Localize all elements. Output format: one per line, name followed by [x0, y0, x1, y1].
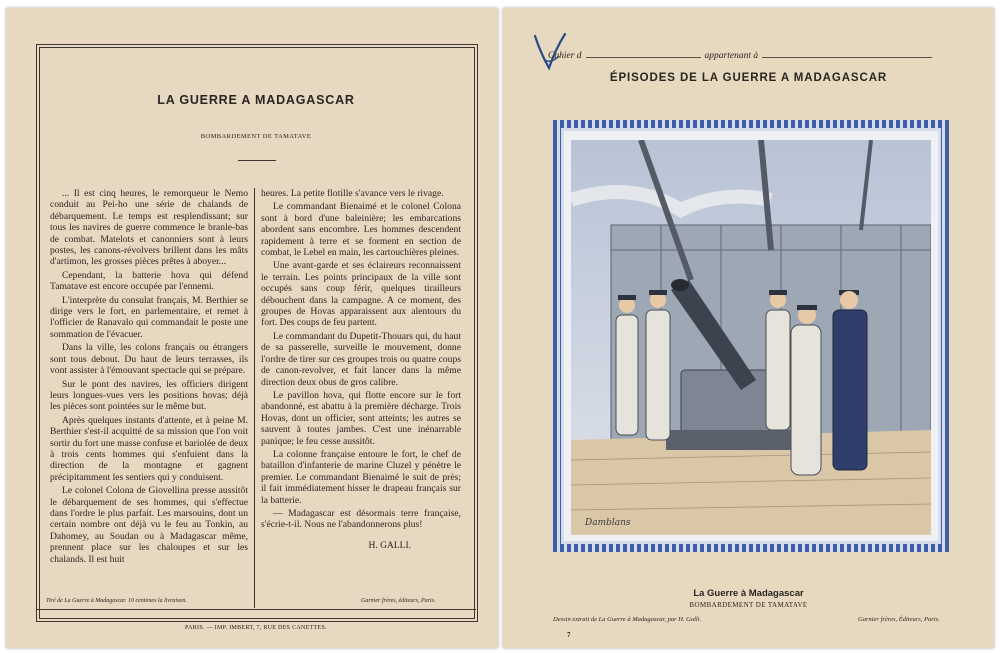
paragraph: ... Il est cinq heures, le remorqueur le Nemo conduit au Pei-ho une série de chalands de débarquement. Le temps est resplendissant; sur tous les navires de guerre commence le branle-bas de combat. Matelots et canonniers sont à leurs postes, les canons-révolvers brillent dans les mâts d'artimon, les grosses pièces prêtes à aboyer...: [50, 188, 248, 268]
title-rule: [238, 160, 276, 161]
column-divider: [254, 188, 255, 608]
text-column-1: [50, 188, 248, 567]
author-signature: H. GALLI.: [368, 540, 411, 551]
right-page: [503, 8, 994, 648]
paragraph: — Madagascar est désormais terre française, s'écrie-t-il. Nous ne l'abandonnerons plus!: [261, 507, 461, 531]
left-footer-publisher: Garnier frères, éditeurs, Paris.: [361, 598, 436, 604]
paragraph: Le commandant du Dupetit-Thouars qui, du haut de sa passerelle, surveille le mouvement, donne l'ordre de tirer sur ces groupes trois ou quatre coups de canon-revolver, et fait lancer dans la même direction deux obus de gros calibre.: [261, 330, 461, 388]
paragraph: Après quelques instants d'attente, et à peine M. Berthier s'est-il acquitté de sa mission que l'on voit sortir du fort une masse confuse et bariolée de deux à trois cents hommes qui s'enfuient dans la direction de la montagne et gagnent précipitamment les sentiers qui y conduisent.: [50, 414, 248, 483]
paragraph: Sur le pont des navires, les officiers dirigent leurs longues-vues vers les positions hovas; déjà les pièces sont pointées sur le même but.: [50, 378, 248, 413]
paragraph: Une avant-garde et ses éclaireurs reconnaissent le terrain. Les points principaux de la ville sont occupés sans coup férir, quelques tirailleurs débouchent dans la campagne. A ce moment, des groupes de Hovas apparaissent aux alentours du fort. Des coups de feu partent.: [261, 260, 461, 329]
text-column-2: [261, 188, 461, 552]
caption-subtitle: BOMBARDEMENT DE TAMATAVE: [689, 601, 808, 609]
ship-deck-scene: [571, 140, 931, 535]
left-page-subtitle: BOMBARDEMENT DE TAMATAVE: [200, 133, 312, 140]
left-footer-source: Tiré de La Guerre à Madagascar. 10 centimes la livraison.: [46, 598, 187, 604]
illustration: [553, 120, 949, 552]
cahier-prefix: Cahier d: [548, 51, 582, 61]
footer-rule: [36, 609, 476, 610]
artist-signature: Damblans: [585, 518, 631, 528]
cahier-line: [548, 51, 968, 61]
paragraph: Le pavillon hova, qui flotte encore sur le fort abandonné, est abattu à la première décharge. Trois Hovas, dont un officier, sont atteints; les autres se sauvent à toutes jambes. C'est une inénarrable panique; le feu cesse aussitôt.: [261, 389, 461, 447]
left-page-title: LA GUERRE A MADAGASCAR: [157, 93, 355, 107]
paragraph: heures. La petite flotille s'avance vers le rivage.: [261, 188, 444, 199]
right-page-title: ÉPISODES DE LA GUERRE A MADAGASCAR: [609, 72, 888, 84]
cahier-middle: appartenant à: [704, 51, 759, 61]
owner-blank[interactable]: [762, 57, 932, 58]
paragraph: Le commandant Bienaimé et le colonel Colona sont à bord d'une baleinière; les embarcations abordent sans encombre. Les hommes descendent rapidement à terre et se forment en section de combat, le Lebel en main, les cartouchières pleines.: [261, 201, 461, 259]
caption-title: La Guerre à Madagascar: [693, 588, 804, 599]
paragraph: La colonne française entoure le fort, le chef de bataillon d'infanterie de marine Cluzel y pénètre le premier. Le commandant Bienaimé le suit de près; il fait immédiatement hisser le drapeau français sur la batterie.: [261, 448, 461, 506]
printer-line: PARIS. — IMP. IMBERT, 7, RUE DES CANETTES.: [185, 625, 327, 631]
cahier-blank[interactable]: [586, 57, 701, 58]
page-number: 7: [567, 631, 571, 639]
paragraph: Le colonel Colona de Giovellina presse aussitôt le débarquement de ses hommes, qui s'effectue dans l'ordre le plus parfait. Les marsouins, dont un certain nombre ont déjà vu le feu au Tonkin, au Dahomey, au Soudan ou à Madagascar même, prennent place sur les chaloupes et sur les chalands. Il est huit: [50, 485, 248, 565]
right-footer-publisher: Garnier frères, Éditeurs, Paris.: [858, 616, 940, 623]
paragraph: Cependant, la batterie hova qui défend Tamatave est encore occupée par l'ennemi.: [50, 269, 248, 293]
right-footer-source: Dessin extrait de La Guerre à Madagascar, par H. Galli.: [553, 616, 702, 623]
paragraph: Dans la ville, les colons français ou étrangers sont tous debout. Du haut de leurs terrasses, ils vont assister à l'émouvant spectacle qui se prépare.: [50, 342, 248, 377]
left-page: [6, 8, 498, 648]
paragraph: L'interprète du consulat français, M. Berthier se dirige vers le fort, en parlementaire, et remet à l'officier de Ranavalo qui commandait le poste une sommation de l'évacuer.: [50, 294, 248, 340]
